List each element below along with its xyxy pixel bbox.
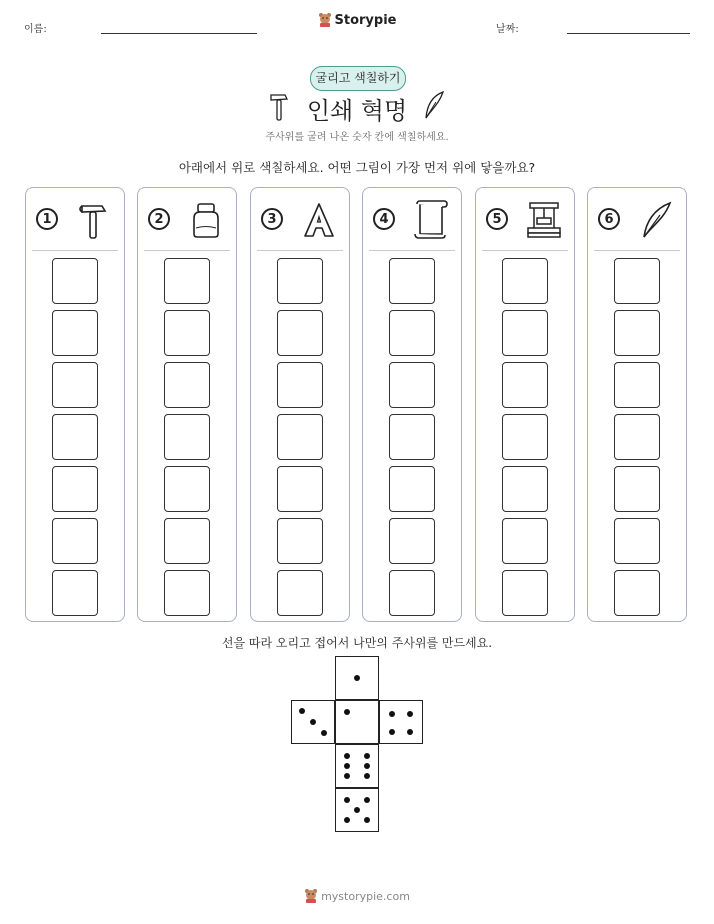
color-cell[interactable] [52,466,98,512]
column-1 [25,187,125,622]
die-pip [407,729,413,735]
bear-mascot-icon [304,888,318,904]
color-cell[interactable] [389,518,435,564]
color-cell[interactable] [614,466,660,512]
die-face-1 [335,656,379,700]
color-cell[interactable] [614,518,660,564]
color-cell[interactable] [52,414,98,460]
printing-press-icon [524,200,564,240]
die-face-5 [335,788,379,832]
die-face-1 [335,700,379,744]
column-number: 5 [486,208,508,230]
color-cell[interactable] [277,362,323,408]
color-cell[interactable] [389,466,435,512]
color-cell[interactable] [277,258,323,304]
brand-name: Storypie [334,12,397,28]
quill-icon [636,200,676,240]
column-4 [362,187,462,622]
color-cell[interactable] [502,362,548,408]
hammer-icon [74,200,114,240]
color-cell[interactable] [164,466,210,512]
color-cell[interactable] [164,362,210,408]
color-cell[interactable] [277,310,323,356]
color-cell[interactable] [52,310,98,356]
die-pip [344,753,350,759]
color-cell[interactable] [52,518,98,564]
color-cell[interactable] [502,518,548,564]
column-number: 1 [36,208,58,230]
column-number: 3 [261,208,283,230]
color-cell[interactable] [502,414,548,460]
date-label: 날짜: [496,24,519,35]
instruction-text: 아래에서 위로 색칠하세요. 어떤 그림이 가장 먼저 위에 닿을까요? [178,160,536,175]
die-face-3 [291,700,335,744]
die-face-4 [379,700,423,744]
color-cell[interactable] [277,518,323,564]
die-pip [364,763,370,769]
color-cell[interactable] [502,258,548,304]
color-cell[interactable] [52,570,98,616]
die-pip [299,708,305,714]
color-cell[interactable] [164,518,210,564]
column-number: 4 [373,208,395,230]
scroll-icon [411,200,451,240]
die-pip [321,730,327,736]
name-line[interactable] [101,33,257,34]
die-pip [354,807,360,813]
color-cell[interactable] [614,414,660,460]
color-cell[interactable] [164,310,210,356]
column-6 [587,187,687,622]
column-2 [137,187,237,622]
footer-url[interactable]: mystorypie.com [321,889,410,903]
subtitle: 주사위를 굴려 나온 숫자 칸에 색칠하세요. [265,132,449,143]
color-cell[interactable] [52,362,98,408]
column-number: 6 [598,208,620,230]
date-line[interactable] [567,33,690,34]
quill-icon [422,90,446,122]
letter-a-icon [299,200,339,240]
die-pip [354,675,360,681]
color-cell[interactable] [389,258,435,304]
die-pip [310,719,316,725]
color-cell[interactable] [52,258,98,304]
name-label: 이름: [24,24,47,35]
die-pip [407,711,413,717]
color-cell[interactable] [164,570,210,616]
color-cell[interactable] [389,310,435,356]
die-face-6 [335,744,379,788]
color-cell[interactable] [614,570,660,616]
die-pip [389,711,395,717]
bear-mascot-icon [318,12,332,28]
color-cell[interactable] [389,362,435,408]
ink-bottle-icon [186,200,226,240]
die-pip [364,817,370,823]
color-cell[interactable] [164,258,210,304]
color-cell[interactable] [277,466,323,512]
brand-logo [0,12,714,32]
footer [0,888,714,907]
die-pip [389,729,395,735]
color-cell[interactable] [614,310,660,356]
die-pip [344,797,350,803]
color-cell[interactable] [164,414,210,460]
color-cell[interactable] [389,570,435,616]
die-pip [344,709,350,715]
color-cell[interactable] [389,414,435,460]
color-cell[interactable] [502,310,548,356]
column-3 [250,187,350,622]
die-pip [344,773,350,779]
color-cell[interactable] [502,570,548,616]
die-pip [364,773,370,779]
color-cell[interactable] [614,362,660,408]
die-pip [364,753,370,759]
color-cell[interactable] [277,414,323,460]
die-pip [364,797,370,803]
activity-badge: 굴리고 색칠하기 [310,66,406,91]
die-instruction: 선을 따라 오리고 접어서 나만의 주사위를 만드세요. [221,636,493,650]
column-number: 2 [148,208,170,230]
color-cell[interactable] [277,570,323,616]
die-pip [344,817,350,823]
color-cell[interactable] [614,258,660,304]
page-title: 인쇄 혁명 [306,97,408,125]
column-5 [475,187,575,622]
color-cell[interactable] [502,466,548,512]
die-pip [344,763,350,769]
